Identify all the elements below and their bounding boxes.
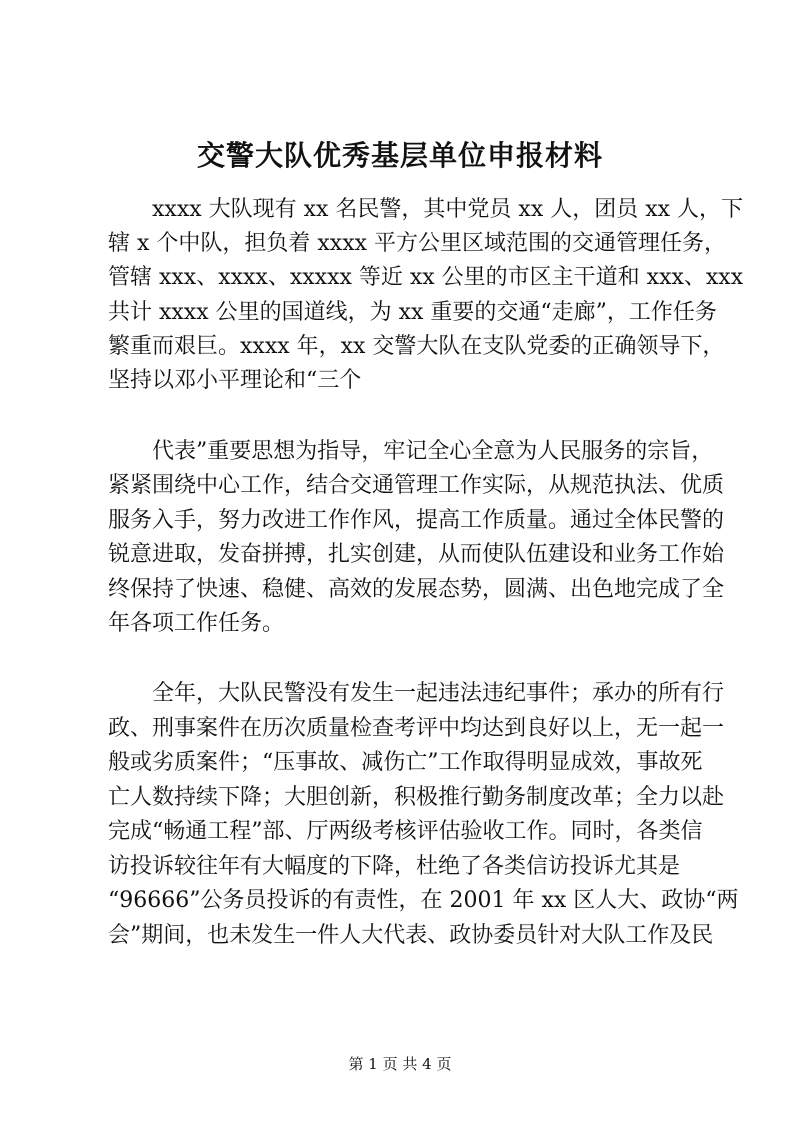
page-number-footer: 第 1 页 共 4 页 <box>348 1055 452 1073</box>
body-line: 终保持了快速、稳健、高效的发展态势，圆满、出色地完成了全 <box>108 577 725 602</box>
body-line: 政、刑事案件在历次质量检查考评中均达到良好以上，无一起一 <box>108 716 725 741</box>
body-line: 管辖 xxx、xxxx、xxxxx 等近 xx 公里的市区主干道和 xxx、xxx <box>108 265 744 290</box>
body-line: xxxx 大队现有 xx 名民警，其中党员 xx 人，团员 xx 人，下 <box>108 197 744 222</box>
body-line: 般或劣质案件；“压事故、减伤亡”工作取得明显成效，事故死 <box>108 750 703 775</box>
body-line: 会”期间，也未发生一件人大代表、政协委员针对大队工作及民 <box>108 923 714 948</box>
body-line: 辖 x 个中队，担负着 xxxx 平方公里区域范围的交通管理任务， <box>108 231 727 256</box>
body-line: 坚持以邓小平理论和“三个 <box>108 368 362 393</box>
body-line: 亡人数持续下降；大胆创新，积极推行勤务制度改革；全力以赴 <box>108 785 725 810</box>
body-line: 共计 xxxx 公里的国道线，为 xx 重要的交通“走廊”，工作任务 <box>108 300 717 325</box>
body-line: “96666”公务员投诉的有责性，在 2001 年 xx 区人大、政协“两 <box>108 888 739 913</box>
body-line: 锐意进取，发奋拼搏，扎实创建，从而使队伍建设和业务工作始 <box>108 542 725 567</box>
body-line: 代表”重要思想为指导，牢记全心全意为人民服务的宗旨， <box>108 439 714 464</box>
document-title: 交警大队优秀基层单位申报材料 <box>196 139 603 172</box>
body-line: 繁重而艰巨。xxxx 年，xx 交警大队在支队党委的正确领导下， <box>108 334 725 359</box>
body-line: 访投诉较往年有大幅度的下降，杜绝了各类信访投诉尤其是 <box>108 854 681 879</box>
body-line: 完成“畅通工程”部、厅两级考核评估验收工作。同时，各类信 <box>108 819 703 844</box>
body-line: 全年，大队民警没有发生一起违法违纪事件；承办的所有行 <box>108 681 725 706</box>
body-line: 年各项工作任务。 <box>108 611 285 636</box>
body-line: 服务入手，努力改进工作作风，提高工作质量。通过全体民警的 <box>108 508 725 533</box>
body-line: 紧紧围绕中心工作，结合交通管理工作实际，从规范执法、优质 <box>108 473 725 498</box>
